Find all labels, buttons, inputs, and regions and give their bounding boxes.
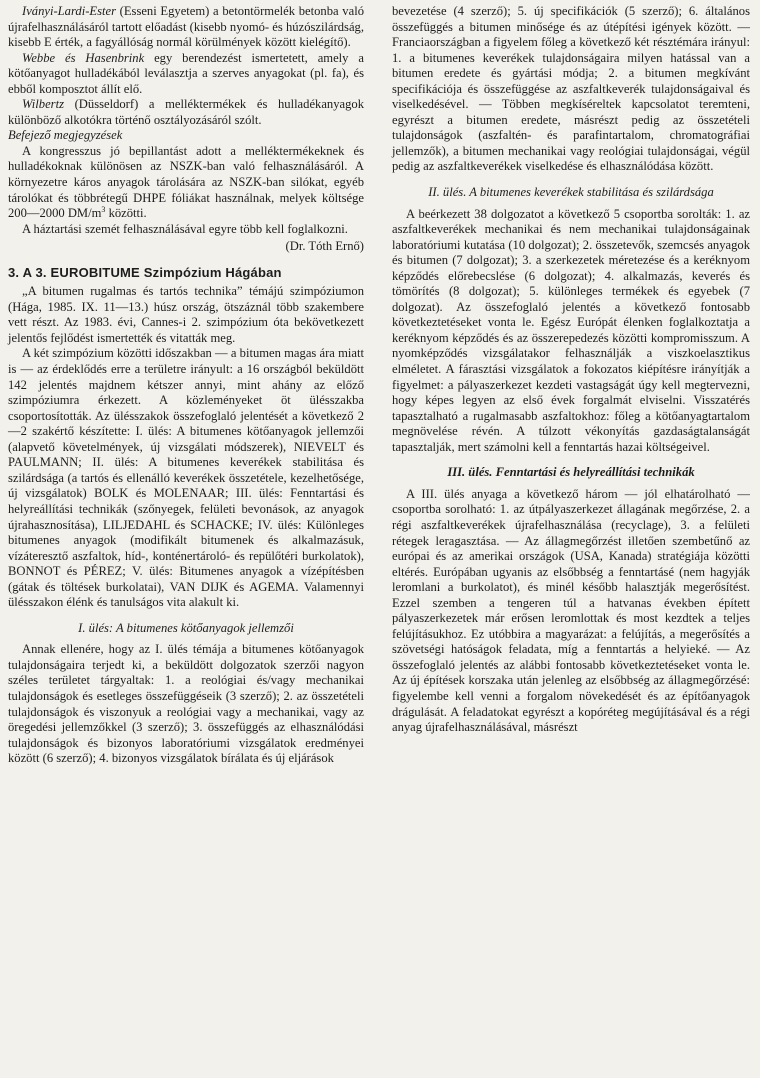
- signature: (Dr. Tóth Ernő): [285, 239, 364, 254]
- section-heading: 3. A 3. EUROBITUME Szimpózium Hágában: [8, 264, 282, 280]
- author-name: Iványi-Lardi-Ester: [22, 4, 116, 18]
- subheading-session-3: III. ülés. Fenntartási és helyreállítási technikák: [447, 465, 695, 480]
- paragraph-session-1-cont: bevezetése (4 szerző); 5. új specifikációk (5 szerző); 6. általános összefüggés a bitumen minősége és az útépítési igények között. — Franciaországban a figyelem főleg a következő két résztémára irányul: 1. a bitumenes keverékek tulajdonságaira milyen hatással van a bitumen eredete és gyártási módja; 2. a bitumen megkívánt specifikációja és összefüggése az aszfaltkeverék tulajdonságaival és viselkedésével. — Többen megkíséreltek kapcsolatot teremteni, egyrészt a bitumen eredete, másrészt pedig az összetételi tulajdonságok (aszfaltén- és parafintartalom, chromatográfiai jellemzők), a bitumen mechanikai vagy reológiai tulajdonságai, végül pedig az aszfaltkeverékek viselkedése és elhasználódása között.: [392, 4, 750, 174]
- paragraph-session-1: Annak ellenére, hogy az I. ülés témája a bitumenes kötőanyagok tulajdonságaira terjedt ki, a beküldött dolgozatok szerzői nagyon széles területet tárgyaltak: 1. a reológiai és/vagy mechanikai tulajdonságok és esetleges összefüggéseik (3 szerző); 2. az összetételi tulajdonságok és viszonyuk a reológiai vagy a mechanikai, vagy az öregedési jellemzőkkel (3 szerző); 3. összefüggés az elhasználódási tulajdonságok és bizonyos laboratóriumi vizsgálatok eredményei között (6 szerző); 4. bizonyos vizsgálatok bírálata és új eljárások: [8, 642, 364, 766]
- author-name: Webbe és Hasenbrink: [22, 50, 145, 65]
- subheading-session-1: I. ülés: A bitumenes kötőanyagok jellemzői: [78, 620, 294, 635]
- paragraph-ivanyi: Iványi-Lardi-Ester (Esseni Egyetem) a betontörmelék betonba való újrafelhasználásáról tartott előadást (kisebb nyomó- és húzószilárdság, kisebb E érték, a fagyállóság normál körülmények között kielégítő).: [8, 4, 364, 50]
- paragraph-household: A háztartási szemét felhasználásával egyre több kell foglalkozni.: [22, 221, 348, 236]
- right-column: [392, 4, 750, 736]
- closing-heading: Befejező megjegyzések: [8, 128, 123, 143]
- paragraph-session-2: A beérkezett 38 dolgozatot a következő 5 csoportba sorolták: 1. az aszfaltkeverékek mechanikai és nem mechanikai tulajdonságainak laboratóriumi kutatása (10 dolgozat); 2. összetevők, szemcsés anyagok és bitumen (7 dolgozat); 3. a szerkezetek méretezése és a keréknyom képződés előrebecslése (6 dolgozat); 4. alkalmazás, keverés és tömörítés (8 dolgozat); 5. különleges termékek és egyebek (7 dolgozat). Az összefoglaló jelentés a következő fontosabb következtetéseket vonta le. Egész Európát élenken foglalkoztatja a keréknyom képződés és az összerepedezés közötti kompromisszum. A nyomképződés vizsgálatakor felhasználják a viszkoelasztikus elméletet. A fárasztási vizsgálatok a fokozatos kiépítésre irányítják a figyelmet: a pályaszerkezet kezdeti vastagságát úgy kell megtervezni, hogy képes legyen az első évek forgalmát elviselni. Visszatérés tapasztalható a rugalmasabb aszfaltokhoz: főleg a kötőanyagtartalom megnövelése révén. A túlzott vékonyítás gazdaságtalanságát tapasztalják, mert számolni kell a fenntartás hazai költségeivel.: [392, 206, 750, 454]
- paragraph-wilbertz: Wilbertz (Düsseldorf) a melléktermékek és hulladékanyagok különböző alkotókra történő osztályozásáról szólt.: [8, 97, 364, 127]
- subheading-session-2: II. ülés. A bitumenes keverékek stabilitása és szilárdsága: [428, 185, 714, 200]
- paragraph-symposium-intro: „A bitumen rugalmas és tartós technika” témájú szimpóziumon (Hága, 1985. IX. 11—13.) húsz ország, ötszáznál több szakembere vett részt. Az 1983. évi, Cannes-i 2. szimpózium óta bekövetkezett jelentős fejlődést ismertették és vitatták meg.: [8, 284, 364, 345]
- author-name: Wilbertz: [22, 97, 64, 112]
- left-column: [8, 4, 364, 767]
- paragraph-closing: A kongresszus jó bepillantást adott a melléktermékeknek és hulladékoknak különösen az NSZK-ban való felhasználásáról. A környezetre káros anyagok tárolására az NSZK-ban silókat, egyéb tárolókat és többrétegű DHPE fóliákat használnak, melyek költsége 200—2000 $DM/m^3$ közötti.: [8, 143, 364, 221]
- paragraph-sessions: A két szimpózium közötti időszakban — a bitumen magas ára miatt is — az érdeklődés erre a területre irányult: a 16 országból beküldött 142 jelentés majdnem kétszer annyi, mint ahány az előző szimpóziumra érkezett. A közleményeket öt ülésszakba csoportosították. Az ülésszakok összefoglaló jelentését a következő 2—2 szakértő készítette: I. ülés: A bitumenes kötőanyagok jellemzői (alapvető követelmények, új vizsgálati módszerek), NIEVELT és PAULMANN; II. ülés: A bitumenes keverékek stabilitása és szilárdsága (a tartós és ellenálló keverékek összetétele, kezelhetősége, új vizsgálatok) BOLK és MOLENAAR; III. ülés: Fenntartási és helyreállítási technikák (szőnyegek, felületi bevonások, az anyagok újrahasznosítása), LILJEDAHL és SCHACKE; IV. ülés: Különleges bitumenes anyagok (modifikált bitumenek és alkalmazásuk, vízáteresztő aszfaltok, híd-, konténertároló- és repülőtéri burkolatok), BONNOT és PÉREZ; V. ülés: Bitumenes anyagok a vízépítésben (gátak és töltések burkolatai), VAN DIJK és AGEMA. Valamennyi ülésszakon élénk és tanulságos vita alakult ki.: [8, 346, 364, 610]
- paragraph-session-3: A III. ülés anyaga a következő három — jól elhatárolható — csoportba sorolható: 1. az útpályaszerkezet állagának megőrzése, 2. a régi aszfaltkeverékek újrafelhasználása (recyclage), 3. a felületi rétegek leragasztása. — Az állagmegőrzést illetően szembetűnő az európai és az amerikai országok (USA, Kanada) stratégiája közötti eltérés. Európában ugyanis az elsőbbség a fenntartásé (nem hagyják leromlani a burkolatot), és minél később halasztják megerősítést. Ezzel szemben a tengeren túl a hatvanas években épített pályaszerkezetek már erősen leromlottak és most kezdtek a teljes felújításukhoz. Ez utóbbira a magyarázat: a felújítás, a megerősítés a szövetségi hatóságok feladata, míg a fenntartás a helyieké. — Az összefoglaló jelentés az alábbi fontosabb következtetéseket vonta le. Az új építések korszaka után jelenleg az elsőbbség az állagmegőrzésé: figyelembe kell venni a forgalom növekedését és az építőanyagok drágulását. A feladatokat egyrészt a kopóréteg megújításával és a régi anyag újrafelhasználásával, másrészt: [392, 486, 750, 735]
- paragraph-webbe: Webbe és Hasenbrink egy berendezést ismertetett, amely a kötőanyagot hulladékából leválasztja a szerves anyagokat (pl. fa), és ebből komposztot állít elő.: [8, 50, 364, 96]
